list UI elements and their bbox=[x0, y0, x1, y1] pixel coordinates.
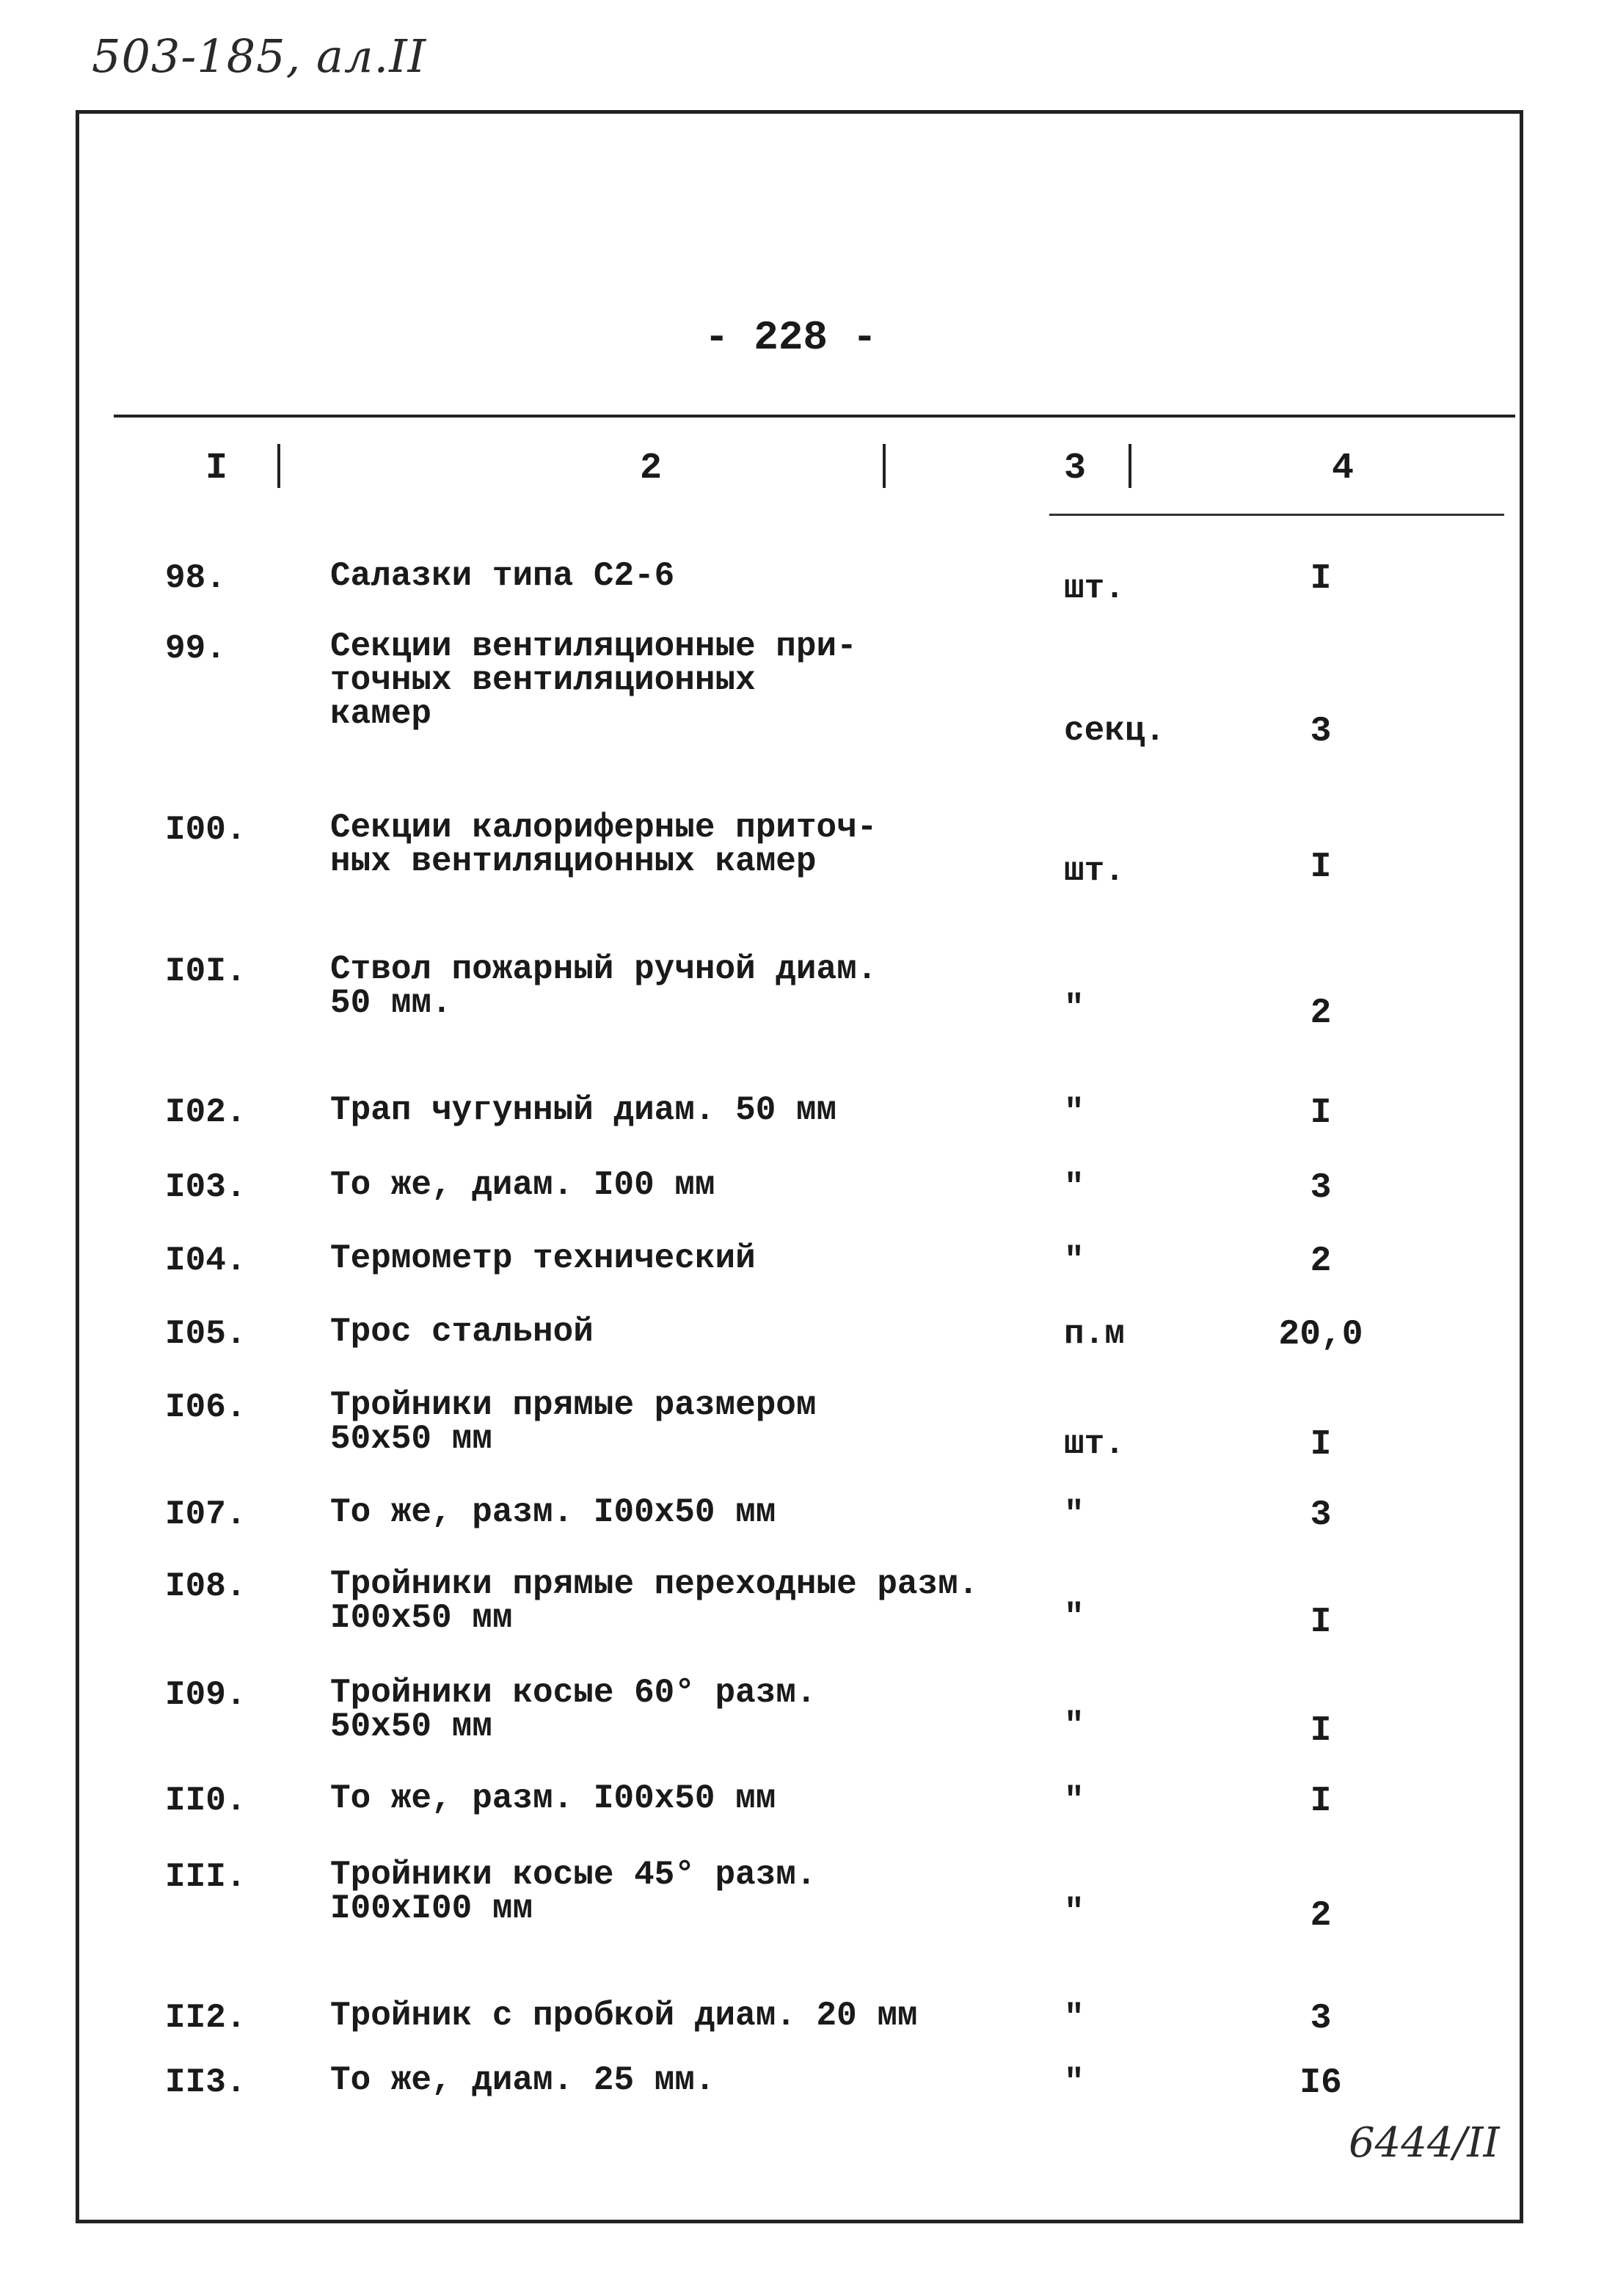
column-separator bbox=[277, 444, 280, 488]
row-name: Трос стальной bbox=[330, 1313, 594, 1351]
row-number: 99. bbox=[165, 630, 226, 668]
column-separator bbox=[883, 444, 886, 488]
row-number: I0I. bbox=[165, 952, 247, 991]
row-name: Тройники прямые переходные разм. I00х50 мм bbox=[330, 1565, 979, 1637]
column-header-2: 2 bbox=[640, 448, 663, 489]
column-header-1: I bbox=[205, 448, 228, 489]
row-unit: " bbox=[1064, 989, 1084, 1027]
row-unit: шт. bbox=[1064, 852, 1125, 890]
row-unit: " bbox=[1064, 1782, 1084, 1820]
row-quantity: I bbox=[1310, 1093, 1332, 1133]
row-number: I04. bbox=[165, 1242, 247, 1280]
row-quantity: 2 bbox=[1310, 994, 1332, 1033]
row-quantity: 2 bbox=[1310, 1896, 1332, 1936]
row-name: Трап чугунный диам. 50 мм bbox=[330, 1091, 837, 1129]
table-top-rule bbox=[114, 415, 1515, 418]
row-quantity: 2 bbox=[1310, 1242, 1332, 1281]
row-unit: " bbox=[1064, 2063, 1084, 2102]
column-header-3: 3 bbox=[1064, 448, 1087, 489]
handwritten-reference: 503-185, ал.II bbox=[92, 29, 427, 83]
row-quantity: 3 bbox=[1310, 712, 1332, 751]
row-unit: шт. bbox=[1064, 569, 1125, 608]
row-unit: " bbox=[1064, 1242, 1084, 1280]
column-separator bbox=[1129, 444, 1131, 488]
row-quantity: I bbox=[1310, 1711, 1332, 1751]
row-number: I03. bbox=[165, 1168, 247, 1206]
row-quantity: I bbox=[1310, 559, 1332, 599]
row-quantity: 3 bbox=[1310, 1495, 1332, 1535]
row-quantity: I bbox=[1310, 1782, 1332, 1821]
row-quantity: I bbox=[1310, 1425, 1332, 1465]
row-number: 98. bbox=[165, 559, 226, 597]
row-name: Секции калориферные приточ- ных вентиляционных камер bbox=[330, 809, 878, 881]
row-number: III. bbox=[165, 1858, 247, 1896]
row-unit: " bbox=[1064, 1093, 1084, 1131]
row-unit: п.м bbox=[1064, 1315, 1125, 1353]
row-unit: " bbox=[1064, 1495, 1084, 1534]
row-quantity: 3 bbox=[1310, 1999, 1332, 2038]
row-number: I00. bbox=[165, 811, 247, 849]
row-name: То же, диам. I00 мм bbox=[330, 1166, 715, 1204]
row-name: Тройники косые 60° разм. 50х50 мм bbox=[330, 1674, 817, 1746]
row-unit: " bbox=[1064, 1893, 1084, 1931]
row-unit: секц. bbox=[1064, 712, 1166, 750]
row-number: I09. bbox=[165, 1676, 247, 1714]
row-unit: " bbox=[1064, 1707, 1084, 1745]
row-name: Секции вентиляционные при- точных вентиляционных камер bbox=[330, 627, 857, 733]
row-number: I07. bbox=[165, 1495, 247, 1534]
column-header-4: 4 bbox=[1332, 448, 1355, 489]
row-unit: " bbox=[1064, 1168, 1084, 1206]
row-number: II2. bbox=[165, 1999, 247, 2037]
row-number: I02. bbox=[165, 1093, 247, 1131]
row-number: II3. bbox=[165, 2063, 247, 2102]
page-number: - 228 - bbox=[704, 314, 878, 361]
row-name: Термометр технический bbox=[330, 1239, 756, 1278]
row-number: I05. bbox=[165, 1315, 247, 1353]
row-number: II0. bbox=[165, 1782, 247, 1820]
row-quantity: 3 bbox=[1310, 1168, 1332, 1208]
row-name: То же, разм. I00х50 мм bbox=[330, 1779, 776, 1818]
row-quantity: 20,0 bbox=[1278, 1315, 1363, 1355]
row-name: Тройники прямые размером 50х50 мм bbox=[330, 1386, 817, 1458]
row-quantity: I bbox=[1310, 1603, 1332, 1642]
row-name: То же, разм. I00х50 мм bbox=[330, 1493, 776, 1531]
row-name: Тройник с пробкой диам. 20 мм bbox=[330, 1997, 918, 2035]
row-quantity: I6 bbox=[1299, 2063, 1342, 2103]
row-name: То же, диам. 25 мм. bbox=[330, 2061, 715, 2099]
row-number: I06. bbox=[165, 1388, 247, 1426]
row-unit: " bbox=[1064, 1598, 1084, 1636]
row-name: Тройники косые 45° разм. I00хI00 мм bbox=[330, 1856, 817, 1928]
row-unit: " bbox=[1064, 1999, 1084, 2037]
row-name: Салазки типа С2-6 bbox=[330, 557, 675, 595]
header-underline bbox=[1049, 514, 1504, 516]
row-unit: шт. bbox=[1064, 1425, 1125, 1463]
row-name: Ствол пожарный ручной диам. 50 мм. bbox=[330, 950, 878, 1022]
row-number: I08. bbox=[165, 1567, 247, 1606]
row-quantity: I bbox=[1310, 848, 1332, 887]
handwritten-archive-number: 6444/II bbox=[1349, 2119, 1500, 2167]
